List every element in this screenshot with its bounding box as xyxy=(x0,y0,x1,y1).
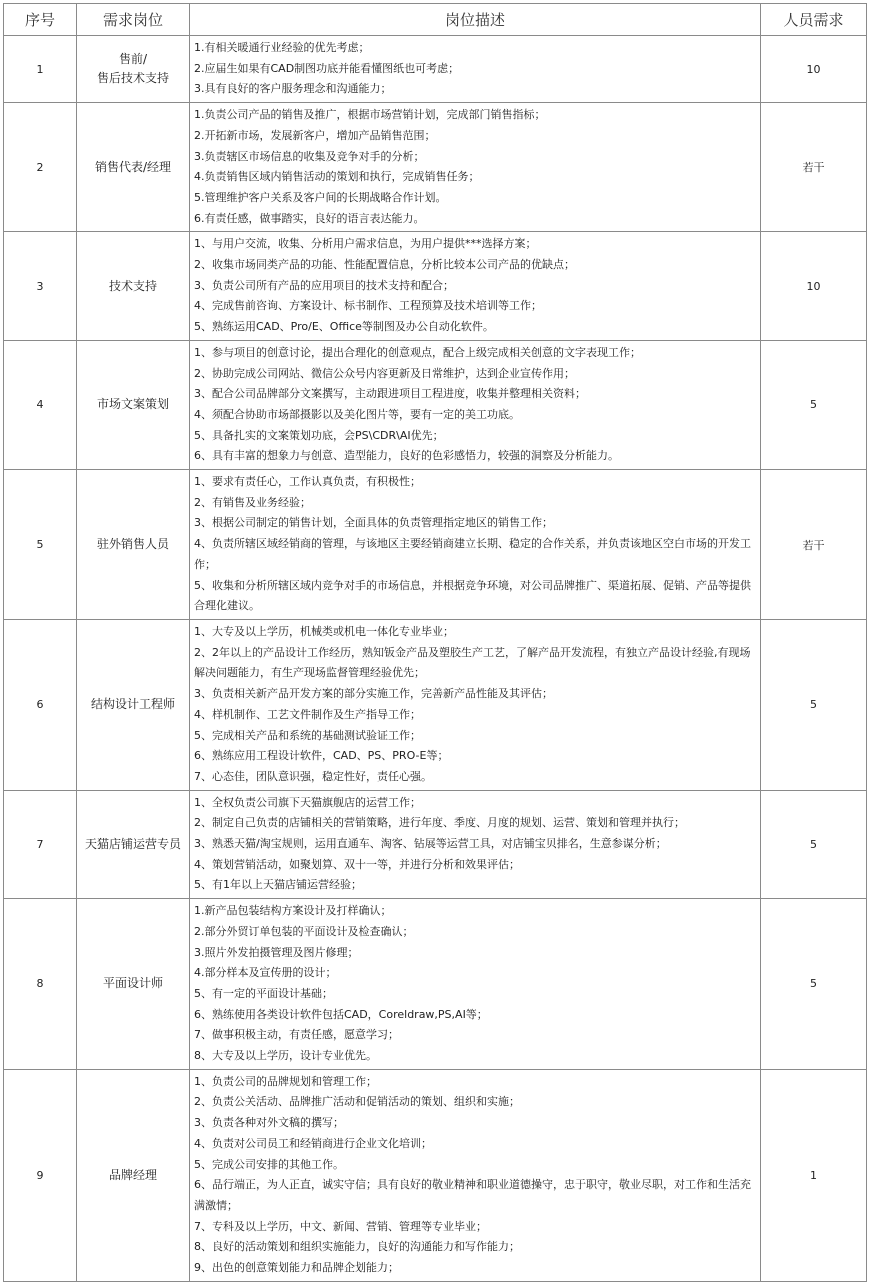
job-requirements-table xyxy=(3,3,867,1282)
description-line: 3.照片外发拍摄管理及图片修理； xyxy=(194,945,359,959)
row-seq: 7 xyxy=(4,790,77,899)
description-line: 2、负责公关活动、品牌推广活动和促销活动的策划、组织和实施； xyxy=(194,1095,520,1109)
row-seq: 1 xyxy=(4,36,77,103)
row-description xyxy=(190,619,761,790)
row-description xyxy=(190,340,761,469)
row-position xyxy=(77,790,190,899)
table-row xyxy=(4,899,867,1070)
description-line: 5、完成相关产品和系统的基础测试验证工作； xyxy=(194,728,421,742)
description-line: 4、策划营销活动，如聚划算、双十一等，并进行分析和效果评估； xyxy=(194,857,520,871)
row-description xyxy=(190,36,761,103)
row-description xyxy=(190,470,761,620)
description-line: 6、熟练使用各类设计软件包括CAD，Coreldraw,PS,AI等； xyxy=(194,1007,488,1021)
row-description xyxy=(190,1069,761,1281)
description-line: 4.负责销售区域内销售活动的策划和执行，完成销售任务； xyxy=(194,170,480,184)
description-line: 6、品行端正，为人正直，诚实守信；具有良好的敬业精神和职业道德操守，忠于职守，敬业尽职，对工作和生活充满激情； xyxy=(194,1178,751,1212)
position-text: 平面设计师 xyxy=(102,976,163,991)
description-line: 2、收集市场同类产品的功能、性能配置信息，分析比较本公司产品的优缺点； xyxy=(194,258,575,272)
description-line: 5、有一定的平面设计基础； xyxy=(194,986,333,1000)
table-row xyxy=(4,790,867,899)
row-description xyxy=(190,103,761,232)
table-row xyxy=(4,103,867,232)
description-line: 2、有销售及业务经验； xyxy=(194,495,311,509)
description-line: 5、完成公司安排的其他工作。 xyxy=(194,1157,344,1171)
description-line: 2.部分外贸订单包装的平面设计及检查确认； xyxy=(194,924,414,938)
position-text: 市场文案策划 xyxy=(96,397,169,412)
description-line: 2.应届生如果有CAD制图功底并能看懂图纸也可考虑； xyxy=(194,61,460,75)
position-text: 技术支持 xyxy=(108,278,157,293)
row-count: 5 xyxy=(761,899,867,1070)
row-seq: 9 xyxy=(4,1069,77,1281)
description-line: 2、2年以上的产品设计工作经历，熟知钣金产品及塑胶生产工艺，了解产品开发流程，有独立产品设计经验,有现场解决问题能力，有生产现场监督管理经验优先； xyxy=(194,645,751,680)
description-line: 5、具备扎实的文案策划功底，会PS\CDR\AI优先； xyxy=(194,428,444,442)
description-line: 3、根据公司制定的销售计划，全面具体的负责管理指定地区的销售工作； xyxy=(194,516,553,530)
description-line: 3、配合公司品牌部分文案撰写，主动跟进项目工程进度，收集并整理相关资料； xyxy=(194,387,586,401)
description-line: 4、完成售前咨询、方案设计、标书制作、工程预算及技术培训等工作； xyxy=(194,299,542,313)
row-seq: 8 xyxy=(4,899,77,1070)
description-line: 1、全权负责公司旗下天猫旗舰店的运营工作； xyxy=(194,795,421,809)
description-line: 4、须配合协助市场部摄影以及美化图片等，要有一定的美工功底。 xyxy=(194,407,520,421)
description-line: 9、出色的创意策划能力和品牌企划能力； xyxy=(194,1261,399,1275)
row-seq: 5 xyxy=(4,470,77,620)
row-count: 若干 xyxy=(761,103,867,232)
description-line: 4、样机制作、工艺文件制作及生产指导工作； xyxy=(194,707,421,721)
row-count: 5 xyxy=(761,340,867,469)
description-line: 1、负责公司的品牌规划和管理工作； xyxy=(194,1074,377,1088)
row-position xyxy=(77,1069,190,1281)
description-line: 7、专科及以上学历，中文、新闻、营销、管理等专业毕业； xyxy=(194,1219,487,1233)
position-text: 驻外销售人员 xyxy=(96,537,169,552)
row-count: 5 xyxy=(761,790,867,899)
row-seq: 6 xyxy=(4,619,77,790)
header-count: 人员需求 xyxy=(761,4,867,36)
description-line: 2、协助完成公司网站、微信公众号内容更新及日常维护，达到企业宣传作用； xyxy=(194,366,575,380)
description-line: 3、熟悉天猫/淘宝规则，运用直通车、淘客、钻展等运营工具，对店铺宝贝排名，生意参谋分析； xyxy=(194,837,667,851)
description-line: 3.具有良好的客户服务理念和沟通能力； xyxy=(194,82,392,96)
table-row xyxy=(4,619,867,790)
table-row xyxy=(4,36,867,103)
description-line: 1、大专及以上学历，机械类或机电一体化专业毕业； xyxy=(194,624,454,638)
description-line: 5.管理维护客户关系及客户间的长期战略合作计划。 xyxy=(194,190,447,204)
row-description xyxy=(190,899,761,1070)
table-row xyxy=(4,232,867,341)
row-count: 10 xyxy=(761,232,867,341)
row-position xyxy=(77,619,190,790)
description-line: 1.有相关暖通行业经验的优先考虑； xyxy=(194,41,370,54)
table-row xyxy=(4,1069,867,1281)
description-line: 6、熟练应用工程设计软件，CAD、PS、PRO-E等； xyxy=(194,749,449,763)
row-seq: 4 xyxy=(4,340,77,469)
description-line: 3.负责辖区市场信息的收集及竞争对手的分析； xyxy=(194,149,425,163)
description-line: 1.负责公司产品的销售及推广，根据市场营销计划，完成部门销售指标； xyxy=(194,108,546,122)
position-text: 售后技术支持 xyxy=(96,71,169,86)
description-line: 7、心态佳，团队意识强，稳定性好，责任心强。 xyxy=(194,769,432,783)
description-line: 6.有责任感，做事踏实，良好的语言表达能力。 xyxy=(194,211,425,225)
description-line: 4、负责对公司员工和经销商进行企业文化培训； xyxy=(194,1136,432,1150)
description-line: 2.开拓新市场，发展新客户，增加产品销售范围； xyxy=(194,128,436,142)
description-line: 3、负责各种对外文稿的撰写； xyxy=(194,1116,344,1130)
row-position xyxy=(77,103,190,232)
row-position xyxy=(77,340,190,469)
header-position: 需求岗位 xyxy=(77,4,190,36)
header-description: 岗位描述 xyxy=(190,4,761,36)
header-row xyxy=(4,4,867,36)
description-line: 8、大专及以上学历，设计专业优先。 xyxy=(194,1049,377,1063)
header-seq: 序号 xyxy=(4,4,77,36)
description-line: 1、参与项目的创意讨论，提出合理化的创意观点，配合上级完成相关创意的文字表现工作； xyxy=(194,345,641,359)
description-line: 1、与用户交流，收集、分析用户需求信息，为用户提供***选择方案； xyxy=(194,237,537,251)
row-seq: 2 xyxy=(4,103,77,232)
row-count: 若干 xyxy=(761,470,867,620)
position-text: 天猫店铺运营专员 xyxy=(84,836,181,851)
position-text: 售前/ xyxy=(118,52,148,67)
description-line: 8、良好的活动策划和组织实施能力，良好的沟通能力和写作能力； xyxy=(194,1240,520,1254)
description-line: 5、熟练运用CAD、Pro/E、Office等制图及办公自动化软件。 xyxy=(194,320,494,334)
row-description xyxy=(190,790,761,899)
table-row xyxy=(4,470,867,620)
description-line: 5、有1年以上天猫店铺运营经验； xyxy=(194,878,362,892)
description-line: 3、负责公司所有产品的应用项目的技术支持和配合； xyxy=(194,278,454,292)
row-position xyxy=(77,899,190,1070)
row-count: 1 xyxy=(761,1069,867,1281)
description-line: 7、做事积极主动，有责任感，愿意学习； xyxy=(194,1028,399,1042)
table-row xyxy=(4,340,867,469)
row-position xyxy=(77,232,190,341)
row-position xyxy=(77,36,190,103)
row-position xyxy=(77,470,190,620)
description-line: 4、负责所辖区域经销商的管理，与该地区主要经销商建立长期、稳定的合作关系，并负责该地区空白市场的开发工作； xyxy=(194,537,751,571)
description-line: 1.新产品包装结构方案设计及打样确认； xyxy=(194,904,392,918)
row-count: 10 xyxy=(761,36,867,103)
description-line: 2、制定自己负责的店铺相关的营销策略，进行年度、季度、月度的规划、运营、策划和管理并执行； xyxy=(194,816,685,830)
row-count: 5 xyxy=(761,619,867,790)
row-seq: 3 xyxy=(4,232,77,341)
row-description xyxy=(190,232,761,341)
description-line: 6、具有丰富的想象力与创意、造型能力，良好的色彩感悟力，较强的洞察及分析能力。 xyxy=(194,449,619,463)
position-text: 结构设计工程师 xyxy=(90,697,175,712)
description-line: 1、要求有责任心，工作认真负责，有积极性； xyxy=(194,475,421,489)
description-line: 5、收集和分析所辖区域内竞争对手的市场信息，并根据竞争环境，对公司品牌推广、渠道拓展、促销、产品等提供合理化建议。 xyxy=(194,578,751,613)
position-text: 品牌经理 xyxy=(108,1167,157,1182)
position-text: 销售代表/经理 xyxy=(94,159,172,174)
description-line: 4.部分样本及宣传册的设计； xyxy=(194,966,337,980)
description-line: 3、负责相关新产品开发方案的部分实施工作，完善新产品性能及其评估； xyxy=(194,687,553,701)
